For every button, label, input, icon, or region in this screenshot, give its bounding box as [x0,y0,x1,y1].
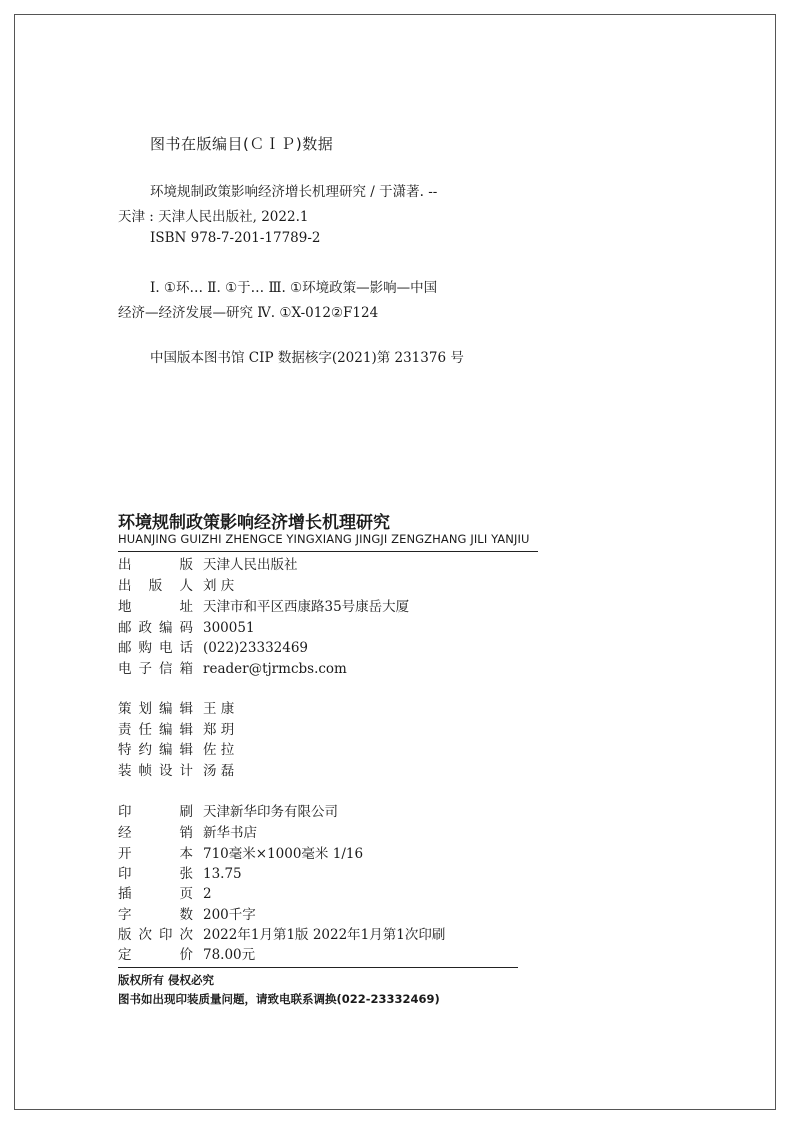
print-label: 经销 [118,825,193,841]
editor-value: 王 康 [203,701,235,717]
editor-value: 郑 玥 [203,722,235,738]
cip-line-3: ISBN 978-7-201-17789-2 [150,230,321,246]
divider-top [118,551,538,552]
info-value: 刘 庆 [203,578,235,594]
print-value: 710毫米×1000毫米 1/16 [203,846,364,862]
info-label: 电子信箱 [118,661,193,677]
divider-bottom [118,967,518,968]
info-label: 地址 [118,599,193,615]
cip-line-2: 天津 : 天津人民出版社, 2022.1 [118,209,309,225]
print-value: 新华书店 [203,825,257,841]
info-value: 300051 [203,620,255,636]
print-label: 版次印次 [118,927,193,943]
print-value: 13.75 [203,866,242,882]
info-label: 邮政编码 [118,620,193,636]
info-label: 出版人 [118,578,193,594]
print-value: 200千字 [203,907,256,923]
info-label: 邮购电话 [118,640,193,656]
book-title: 环境规制政策影响经济增长机理研究 [118,513,390,533]
info-value: 天津市和平区西康路35号康岳大厦 [203,599,410,615]
cip-line-5: 经济—经济发展—研究 Ⅳ. ①X-012②F124 [118,305,379,321]
print-label: 印张 [118,866,193,882]
cip-heading: 图书在版编目(ＣＩＰ)数据 [150,135,334,153]
cip-line-1: 环境规制政策影响经济增长机理研究 / 于潇著. -- [150,184,438,200]
editor-label: 责任编辑 [118,722,193,738]
editor-value: 汤 磊 [203,763,235,779]
print-value: 2022年1月第1版 2022年1月第1次印刷 [203,927,446,943]
print-label: 印刷 [118,804,193,820]
print-value: 2 [203,886,212,902]
print-value: 78.00元 [203,947,256,963]
print-label: 字数 [118,907,193,923]
quality-notice: 图书如出现印装质量问题，请致电联系调换(022-23332469) [118,992,440,1006]
print-label: 开本 [118,846,193,862]
editor-label: 装帧设计 [118,763,193,779]
book-pinyin: HUANJING GUIZHI ZHENGCE YINGXIANG JINGJI ZENGZHANG JILI YANJIU [118,532,530,546]
print-value: 天津新华印务有限公司 [203,804,338,820]
info-label: 出版 [118,557,193,573]
print-label: 插页 [118,886,193,902]
print-label: 定价 [118,947,193,963]
cip-line-4: Ⅰ. ①环… Ⅱ. ①于… Ⅲ. ①环境政策—影响—中国 [150,280,438,296]
editor-value: 佐 拉 [203,742,235,758]
info-value: 天津人民出版社 [203,557,298,573]
info-value: reader@tjrmcbs.com [203,661,347,677]
info-value: (022)23332469 [203,640,309,656]
copyright-notice: 版权所有 侵权必究 [118,973,215,987]
editor-label: 策划编辑 [118,701,193,717]
cip-line-6: 中国版本图书馆 CIP 数据核字(2021)第 231376 号 [150,350,464,366]
editor-label: 特约编辑 [118,742,193,758]
